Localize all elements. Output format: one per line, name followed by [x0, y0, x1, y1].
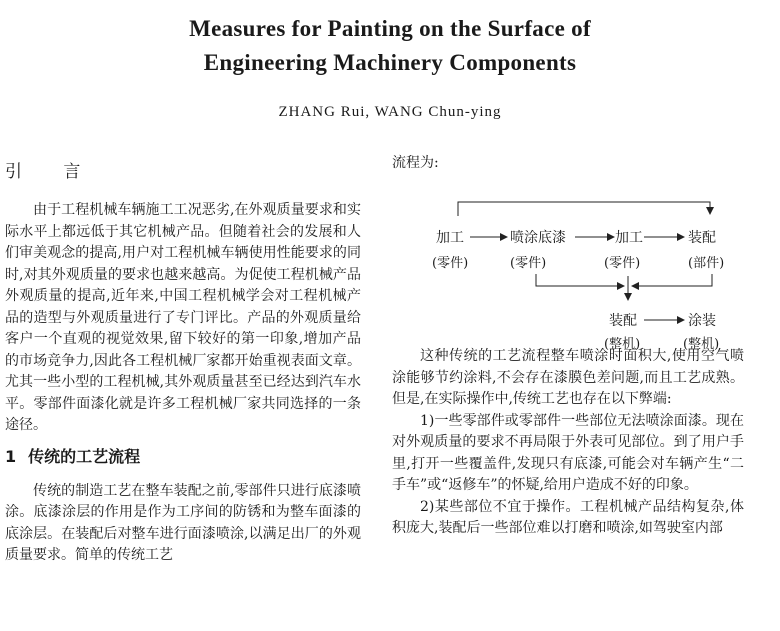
left-column	[5, 160, 361, 567]
paper-title-line-2: Engineering Machinery Components	[203, 50, 577, 75]
flow-sub-components: (部件)	[688, 256, 725, 271]
right-paragraph-1: 这种传统的工艺流程整车喷涂时面积大,使用空气喷涂能够节约涂料,不会存在漆膜色差问题,而且工艺成熟。但是,在实际操作中,传统工艺也存在以下弊端:	[392, 348, 744, 407]
section-1-heading	[5, 445, 361, 469]
section-1-number: 1	[5, 446, 17, 466]
flow-label: 流程为:	[392, 155, 439, 171]
section-1-title: 传统的工艺流程	[28, 446, 141, 466]
paper-authors: ZHANG Rui, WANG Chun-ying	[278, 104, 502, 120]
flow-node-primer: 喷涂底漆	[510, 230, 566, 246]
flow-node-assembly-machine: 装配	[609, 313, 637, 329]
flow-sub-parts-2: (零件)	[510, 256, 547, 271]
flow-sub-machine-1: (整机)	[604, 337, 641, 352]
flow-node-assembly-parts: 装配	[688, 230, 716, 246]
intro-heading: 引 言	[5, 162, 99, 182]
right-column	[392, 152, 744, 540]
drawback-item-2: 2)某些部位不宜于操作。工程机械产品结构复杂,体积庞大,装配后一些部位难以打磨和喷涂,如驾驶室内部	[392, 498, 744, 536]
section-1-paragraph: 传统的制造工艺在整车装配之前,零部件只进行底漆喷涂。底漆涂层的作用是作为工序间的防锈和为整车面漆的底涂层。在装配后对整车进行面漆喷涂,以满足出厂的外观质量要求。简单的传统工艺	[5, 482, 361, 563]
flow-node-machining-2: 加工	[615, 230, 643, 246]
flow-sub-parts-1: (零件)	[432, 256, 469, 271]
process-flow-diagram	[392, 174, 744, 352]
paper-title-line-1: Measures for Painting on the Surface of	[189, 16, 591, 41]
drawback-item-1: 1)一些零部件或零部件一些部位无法喷涂面漆。现在对外观质量的要求不再局限于外表可见部位。到了用户手里,打开一些覆盖件,发现只有底漆,可能会对车辆产生“二手车”或“返修车”的怀疑,给用户造成不好的印象。	[392, 412, 744, 493]
flow-node-machining-1: 加工	[436, 230, 464, 246]
intro-paragraph: 由于工程机械车辆施工工况恶劣,在外观质量要求和实际水平上都远低于其它机械产品。但随着社会的发展和人们审美观念的提高,用户对工程机械车辆使用性能要求的同时,对其外观质量的要求也越来越高。为促使工程机械产品外观质量的提高,近年来,中国工程机械学会对工程机械产品的造型与外观质量进行了专门评比。产品的外观质量给客户一个直观的视觉效果,留下较好的第一印象,增加产品的市场竞争力,因此各工程机械厂家都开始重视表面文章。尤其一些小型的工程机械,其外观质量甚至已经达到汽车水平。零部件面漆化就是许多工程机械厂家共同选择的一条途径。	[5, 202, 361, 433]
flow-sub-machine-2: (整机)	[683, 337, 720, 352]
flow-node-painting: 涂装	[688, 313, 716, 329]
flow-sub-parts-3: (零件)	[604, 256, 641, 271]
